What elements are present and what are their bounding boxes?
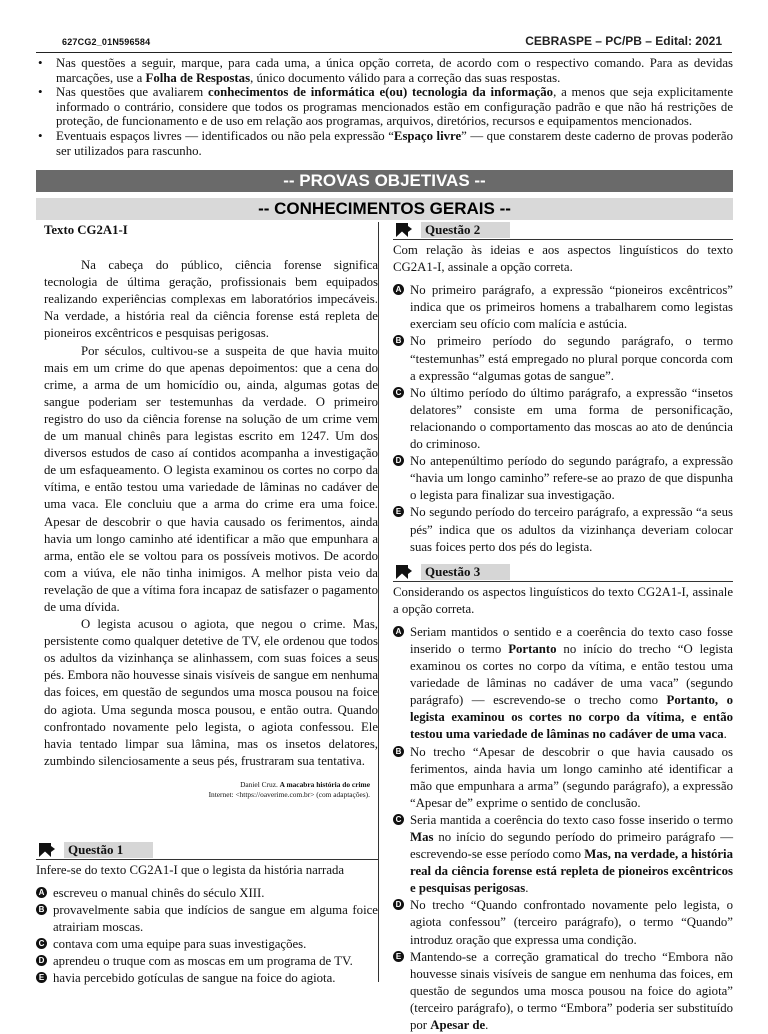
option-letter-icon: D — [393, 455, 404, 466]
option-a: A No primeiro parágrafo, a expressão “pioneiros excêntricos” indica que os primeiros homens a trabalharem como legistas exerciam seu ofício com malícia e astúcia. — [393, 282, 733, 333]
option-letter-icon: B — [36, 904, 47, 915]
question-1-header — [36, 842, 378, 860]
bold-run: Espaço livre — [393, 128, 462, 143]
option-letter-icon: C — [36, 938, 47, 949]
instruction-item: • Nas questões que avaliarem conhecimentos de informática e(ou) tecnologia da informação, a menos que seja explicitamente informado o contrário, considere que todos os programas mencionados estão em configuração padrão e que não há restrições de proteção, de funcionamento e de uso em relação aos programas, arquivos, diretórios, recursos e equipamentos mencionados. — [36, 85, 733, 129]
option-letter-icon: A — [393, 626, 404, 637]
question-1-options — [36, 885, 378, 988]
question-2-label: Questão 2 — [421, 222, 510, 238]
option-letter-icon: D — [393, 899, 404, 910]
citation-author: Daniel Cruz. — [240, 779, 280, 789]
text-paragraph-2: Por séculos, cultivou-se a suspeita de que havia muito mais em um crime do que apenas depoimentos: que a cena do crime, a arma de um homicídio ou, ainda, algumas gotas de sangue poderiam ser testemunhas da verdade. O primeiro registro do uso da ciência forense na solução de um crime vem de um manual chinês para legistas escrito em 1247. Um dos diversos estudos de caso aí contidos acompanha a investigação de um esfaqueamento. O legista examinou os cortes no corpo da vítima, e então testou uma variedade de lâminas no cadáver de uma vaca. Ele concluiu que a arma do crime era uma foice. Apesar de descobrir o que havia causado os ferimentos, ainda havia um longo caminho até identificar a mão que empunhara a arma, então ele se voltou para os possíveis motivos. De acordo com a viúva, ele não tinha inimigos. A melhor pista veio da revelação de que a vítima fora incapaz de satisfazer o pagamento de uma dívida. — [44, 343, 378, 614]
citation-title: A macabra história do crime — [279, 779, 370, 789]
question-1-stem: Infere-se do texto CG2A1-I que o legista da história narrada — [36, 862, 345, 877]
bold-run: conhecimentos de informática e(ou) tecnologia da informação — [208, 85, 554, 100]
question-3-header — [393, 564, 733, 582]
section-band-provas: -- PROVAS OBJETIVAS -- — [36, 170, 733, 192]
bold-run: Mas, na verdade, a história real da ciência forense está repleta de pioneiros excêntricos e pesquisas perigosas — [410, 847, 733, 896]
column-divider — [378, 222, 379, 982]
option-letter-icon: A — [393, 284, 404, 295]
text-paragraph-1: Na cabeça do público, ciência forense significa tecnologia de última geração, profissionais bem equipados realizando experiências complexas em laboratórios impecáveis. Na verdade, a história real da ciência forense está repleta de pioneiros excêntricos e pesquisas perigosas. — [44, 258, 378, 341]
option-letter-icon: E — [393, 506, 404, 517]
question-2-header — [393, 222, 733, 240]
bold-run: Folha de Respostas — [145, 70, 251, 85]
page-header — [36, 36, 732, 53]
right-column — [393, 222, 733, 1034]
option-a: A escreveu o manual chinês do século XIII. — [36, 885, 378, 902]
booklet-code: 627CG2_01N596584 — [62, 37, 151, 47]
option-d: D No antepenúltimo período do segundo parágrafo, a expressão “havia um longo caminho” refere-se ao prazo de que dispunha o legista para finalizar sua investigação. — [393, 453, 733, 504]
left-column — [36, 222, 378, 988]
bookmark-icon — [395, 565, 413, 579]
instructions-list — [36, 56, 733, 158]
bold-run: Apesar de — [430, 1018, 486, 1033]
option-letter-icon: A — [36, 887, 47, 898]
option-c: C No último período do último parágrafo, a expressão “insetos delatores” consiste em uma forma de personificação, relacionando o comportamento das moscas ao ato de denúncia do criminoso. — [393, 385, 733, 453]
option-letter-icon: C — [393, 387, 404, 398]
exam-identifier: CEBRASPE – PC/PB – Edital: 2021 — [525, 34, 722, 48]
option-e: E No segundo período do terceiro parágrafo, a expressão “a seus pés” indica que os adultos da vizinhança deveriam colocar suas foices perto dos pés do legista. — [393, 504, 733, 555]
bold-run: Portanto, o legista examinou os cortes no corpo da vítima, e então testou uma variedade de lâminas no cadáver de uma vaca — [410, 693, 733, 742]
option-c: C contava com uma equipe para suas investigações. — [36, 936, 378, 953]
text-paragraph-3: O legista acusou o agiota, que negou o crime. Mas, persistente como qualquer detetive de TV, ele ordenou que todos os adultos da vizinhança se alinhassem, com suas foices a seus pés. Embora não houvesse sinais visíveis de sangue em nenhuma das foices, em questão de segundos uma mosca pousou na foice do agiota. Uma segunda mosca pousou, e então outra. Quando confrontado novamente pelo legista, o agiota confessou. Ele havia tentado limpar sua lâmina, mas os insetos delatores, zumbindo silenciosamente a seus pés, frustraram sua tentativa. — [44, 617, 378, 768]
question-2-stem: Com relação às ideias e aos aspectos linguísticos do texto CG2A1-I, assinale a opção correta. — [393, 243, 733, 275]
instruction-item: • Nas questões a seguir, marque, para cada uma, a única opção correta, de acordo com o respectivo comando. Para as devidas marcações, use a Folha de Respostas, único documento válido para a correção das suas respostas. — [36, 56, 733, 85]
option-letter-icon: C — [393, 814, 404, 825]
option-letter-icon: E — [393, 951, 404, 962]
section-band-conhecimentos: -- CONHECIMENTOS GERAIS -- — [36, 198, 733, 220]
question-3-stem: Considerando os aspectos linguísticos do texto CG2A1-I, assinale a opção correta. — [393, 584, 733, 616]
option-b: B provavelmente sabia que indícios de sangue em alguma foice atrairiam moscas. — [36, 902, 378, 936]
option-b: B No trecho “Apesar de descobrir o que havia causado os ferimentos, ainda havia um longo caminho até identificar a mão que empunhara a arma” (segundo parágrafo), a expressão “Apesar de” exprime o sentido de conclusão. — [393, 744, 733, 812]
citation-source: Internet: <https://oaverime.com.br> (com adaptações). — [208, 789, 370, 799]
bookmark-icon — [395, 223, 413, 237]
question-3-options — [393, 624, 733, 1034]
question-2-options — [393, 282, 733, 556]
option-c: C Seria mantida a coerência do texto caso fosse inserido o termo Mas no início do segundo período do primeiro parágrafo — escrevendo-se esse período como Mas, na verdade, a história real da ciência forense está repleta de pioneiros excêntricos e pesquisas perigosas. — [393, 812, 733, 897]
option-e: E Mantendo-se a correção gramatical do trecho “Embora não houvesse sinais visíveis de sangue em nenhuma das foices, em questão de segundos uma mosca pousou na foice do agiota” (terceiro parágrafo), o termo “Embora” poderia ser substituído por Apesar de. — [393, 949, 733, 1034]
instruction-item: • Eventuais espaços livres — identificados ou não pela expressão “Espaço livre” — que constarem deste caderno de provas poderão ser utilizados para rascunho. — [36, 129, 733, 158]
option-b: B No primeiro período do segundo parágrafo, o termo “testemunhas” está empregado no plural porque concorda com a expressão “algumas gotas de sangue”. — [393, 333, 733, 384]
option-letter-icon: B — [393, 746, 404, 757]
option-a: A Seriam mantidos o sentido e a coerência do texto caso fosse inserido o termo Portanto no início do trecho “O legista examinou os cortes no corpo da vítima, e então testou uma variedade de lâminas no cadáver de uma vaca” (segundo parágrafo) — escrevendo-se o trecho como Portanto, o legista examinou os cortes no corpo da vítima, e então testou uma variedade de lâminas no cadáver de uma vaca. — [393, 624, 733, 744]
option-d: D No trecho “Quando confrontado novamente pelo legista, o agiota confessou” (terceiro parágrafo), o termo “Quando” introduz oração que expressa uma condição. — [393, 897, 733, 948]
question-3-label: Questão 3 — [421, 564, 510, 580]
option-d: D aprendeu o truque com as moscas em um programa de TV. — [36, 953, 378, 970]
text-title: Texto CG2A1-I — [44, 223, 128, 237]
bold-run: Portanto — [508, 641, 557, 656]
option-letter-icon: B — [393, 335, 404, 346]
text-citation — [36, 780, 378, 800]
bold-run: Mas — [410, 830, 434, 844]
bookmark-icon — [38, 843, 56, 857]
option-e: E havia percebido gotículas de sangue na foice do agiota. — [36, 970, 378, 987]
question-1-label: Questão 1 — [64, 842, 153, 858]
option-letter-icon: D — [36, 955, 47, 966]
option-letter-icon: E — [36, 972, 47, 983]
